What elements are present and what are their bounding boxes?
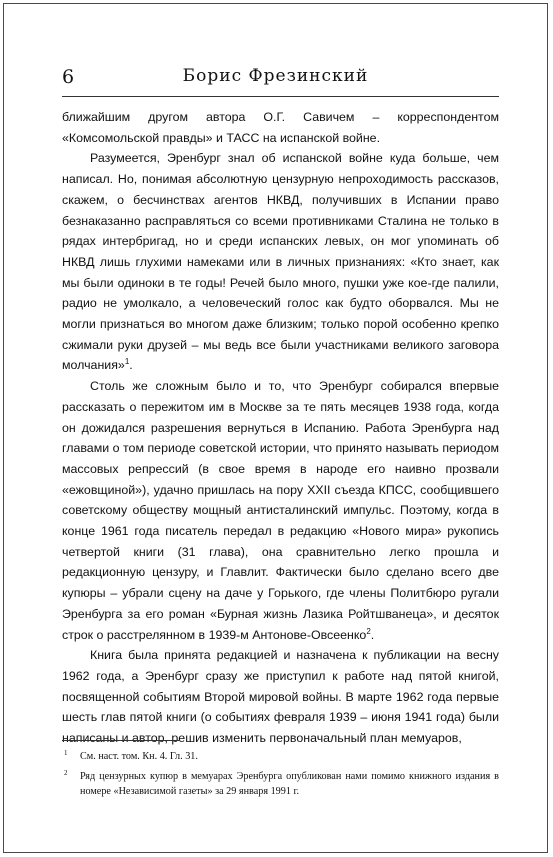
paragraph-end: . bbox=[370, 627, 375, 642]
header-rule bbox=[62, 96, 499, 97]
footnote bbox=[62, 769, 499, 799]
footnote-ref: 2 bbox=[366, 626, 371, 636]
paragraph-text: Столь же сложным было и то, что Эренбург собирался впервые рассказать о пережитом им в Москве за те пять месяцев 1938 года, когда он дожидался разрешения вернуться в Испанию. Работа Эренбурга над главами о том периоде советской истории, что принято называть периодом массовых репрессий (в свое время в народе его наивно прозвали «ежовщиной»), удачно пришлась на пору XXII съезда КПСС, сообщившего советскому обществу мощный антисталинский импульс. Поэтому, когда в конце 1961 года писатель передал в редакцию «Нового мира» рукопись четвертой книги (31 глава), она сравнительно легко прошла и редакционную цензуру, и Главлит. Фактически было сделано всего две купюры – убрали сцену на даче у Горького, где члены Политбюро ругали Эренбурга за его роман «Бурная жизнь Лазика Ройтшванеца», и десяток строк о расстрелянном в 1939-м Антонове-Овсеенко bbox=[62, 379, 499, 642]
paragraph bbox=[62, 148, 499, 376]
footnote-mark: 2 bbox=[64, 769, 68, 777]
footnote-text: См. наст. том. Кн. 4. Гл. 31. bbox=[80, 751, 198, 762]
paragraph: Книга была принята редакцией и назначена к публикации на весну 1962 года, а Эренбург сразу же приступил к работе над пятой книгой, посвященной событиям Второй мировой войны. В марте 1962 года первые шесть глав пятой книги (о событиях февраля 1939 – июня 1941 года) были написаны и автор, решив изменить первоначальный план мемуаров, bbox=[62, 648, 499, 746]
footnote-ref: 1 bbox=[124, 357, 130, 367]
paragraph bbox=[62, 376, 499, 645]
paragraph: ближайшим другом автора О.Г. Савичем – корреспондентом «Комсомольской правды» и ТАСС на испанской войне. bbox=[62, 110, 499, 145]
running-head: Борис Фрезинский bbox=[182, 66, 369, 86]
footnote bbox=[62, 749, 499, 764]
paragraph-text: Разумеется, Эренбург знал об испанской войне куда больше, чем написал. Но, понимая абсолютную цензурную непроходимость рассказов, скажем, о бесчинствах агентов НКВД, получивших в Испании право безнаказанно расправляться со всеми противниками Сталина не только в рядах интербригад, но и среди испанских левых, он мог упоминать об НКВД лишь глухими намеками или в личных признаниях: «Кто знает, как мы были одиноки в те годы! Речей было много, пушки уже кое-где палили, радио не умолкало, а человеческий голос как будто оборвался. Мы не могли признаться во многом даже близким; только порой особенно крепко сжимали руки друзей – мы ведь все были участниками великого заговора молчания» bbox=[62, 151, 499, 373]
page-number: 6 bbox=[62, 66, 75, 88]
paragraph-end: . bbox=[129, 358, 133, 373]
footnote-text: Ряд цензурных купюр в мемуарах Эренбурга опубликован нами помимо книжного издания в номере «Независимой газеты» за 29 января 1991 г. bbox=[80, 771, 499, 797]
footnote-mark: 1 bbox=[64, 749, 68, 757]
book-page bbox=[3, 3, 548, 853]
body-text bbox=[62, 107, 499, 749]
page-header bbox=[4, 66, 547, 94]
footnote-rule bbox=[62, 740, 180, 741]
footnotes bbox=[62, 749, 499, 804]
